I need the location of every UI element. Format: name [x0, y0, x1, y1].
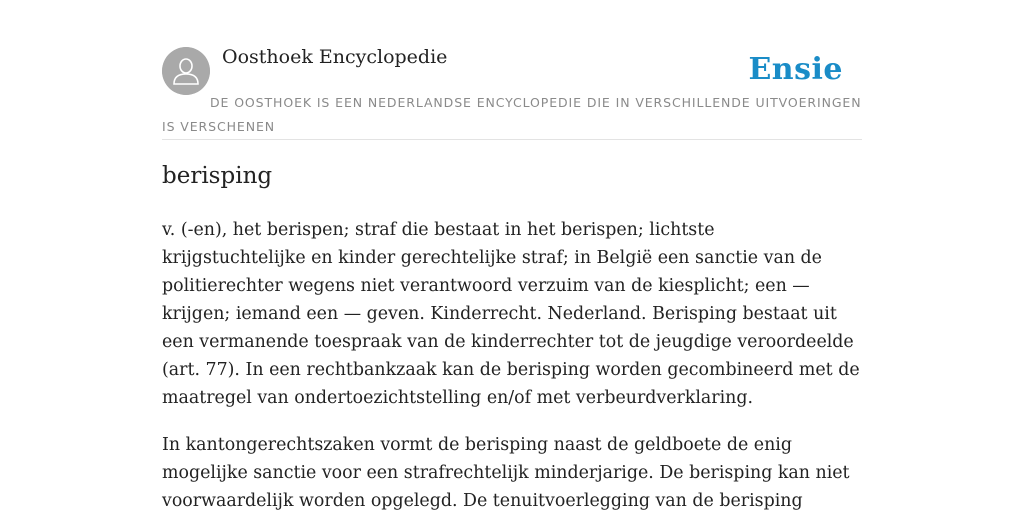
article-paragraph: In kantongerechtszaken vormt de berisping naast de geldboete de enig mogelijke sanctie voor een strafrechtelijk minderjarige. De berisping kan niet voorwaardelijk worden opgelegd. De tenuitvoerlegging van de berisping	[162, 435, 850, 511]
page-container	[162, 0, 862, 511]
site-header	[162, 0, 862, 140]
article-paragraph: v. (-en), het berispen; straf die bestaat in het berispen; lichtste krijgstuchtelijke en kinder gerechtelijke straf; in België een sanctie van de politierechter wegens niet verantwoord verzuim van de kiesplicht; een — krijgen; iemand een — geven. Kinderrecht. Nederland. Berisping bestaat uit een vermanende toespraak van de kinderrechter tot de jeugdige veroordeelde (art. 77). In een rechtbankzaak kan de berisping worden gecombineerd met de maatregel van ondertoezichtstelling en/of met verbeurdverklaring.	[162, 220, 860, 408]
article-title: berisping	[162, 163, 273, 189]
avatar[interactable]	[162, 47, 210, 95]
article-body	[162, 216, 862, 512]
brand-logo[interactable]: Ensie	[748, 52, 843, 87]
user-silhouette-icon	[162, 47, 210, 95]
site-tagline: DE OOSTHOEK IS EEN NEDERLANDSE ENCYCLOPEDIE DIE IN VERSCHILLENDE UITVOERINGEN IS VERSCHENEN	[162, 95, 862, 134]
site-name-link[interactable]: Oosthoek Encyclopedie	[222, 46, 448, 68]
